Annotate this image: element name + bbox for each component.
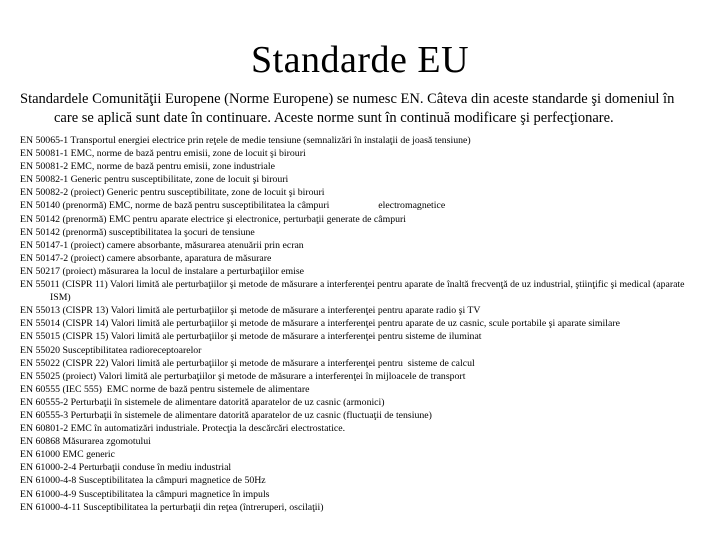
standard-item: EN 61000-2-4 Perturbaţii conduse în mediu industrial: [20, 462, 232, 474]
standard-item: EN 50147-1 (proiect) camere absorbante, măsurarea atenuării prin ecran: [20, 239, 304, 251]
standard-item: EN 50142 (prenormă) susceptibilitatea la şocuri de tensiune: [20, 226, 255, 238]
standard-item: EN 50065-1 Transportul energiei electrice prin reţele de medie tensiune (semnalizări în instalaţii de joasă tensiune): [20, 135, 471, 146]
standard-item: EN 55020 Susceptibilitatea radioreceptoarelor: [20, 344, 202, 356]
standard-item: EN 55022 (CISPR 22) Valori limită ale perturbaţiilor şi metode de măsurare a interferenţei pentru sisteme de calcul: [20, 357, 475, 369]
slide-title: Standarde EU: [250, 39, 470, 81]
standard-item: EN 55011 (CISPR 11) Valori limită ale perturbaţiilor şi metode de măsurare a interferenţei pentru aparate de înaltă frecvenţă de uz industrial, ştiinţific şi medical (aparate ISM): [20, 279, 687, 304]
standard-item: EN 50147-2 (proiect) camere absorbante, aparatura de măsurare: [20, 252, 272, 264]
standard-item: EN 60555 (IEC 555) EMC norme de bază pentru sistemele de alimentare: [20, 383, 310, 395]
standard-item: EN 61000-4-9 Susceptibilitatea la câmpuri magnetice în impuls: [20, 488, 270, 500]
standard-item: EN 50081-2 EMC, norme de bază pentru emisii, zone industriale: [20, 161, 275, 173]
standard-item: EN 61000-4-8 Susceptibilitatea la câmpuri magnetice de 50Hz: [20, 475, 266, 487]
standard-item: EN 60868 Măsurarea zgomotului: [20, 436, 151, 448]
standard-item: EN 55013 (CISPR 13) Valori limită ale perturbaţiilor şi metode de măsurare a interferenţei pentru aparate radio şi TV: [20, 305, 481, 317]
standard-item: EN 50082-1 Generic pentru susceptibilitate, zone de locuit şi birouri: [20, 174, 289, 186]
standard-item: EN 60801-2 EMC în automatizări industriale. Protecţia la descărcări electrostatice.: [20, 423, 346, 435]
standard-item: EN 60555-3 Perturbaţii în sistemele de alimentare datorită aparatelor de uz casnic (fluctuaţii de tensiune): [20, 409, 432, 421]
standard-item: EN 50142 (prenormă) EMC pentru aparate electrice şi electronice, perturbaţii generate de câmpuri: [20, 213, 406, 225]
standard-item: EN 61000 EMC generic: [20, 449, 115, 461]
standard-item: EN 50140 (prenormă) EMC, norme de bază pentru susceptibilitatea la câmpuri electromagnetice: [20, 200, 446, 212]
intro-paragraph: Standardele Comunităţii Europene (Norme Europene) se numesc EN. Câteva din aceste standarde şi domeniul în care se aplică sunt date în continuare. Aceste norme sunt în continuă modificare şi perfecţionare.: [20, 91, 675, 126]
standard-item: EN 55025 (proiect) Valori limită ale perturbaţiilor şi metode de măsurare a interferenţei în mijloacele de transport: [20, 370, 466, 382]
standard-item: EN 55014 (CISPR 14) Valori limită ale perturbaţiilor şi metode de măsurare a interferenţei pentru aparate de uz casnic, scule portabile şi aparate similare: [20, 318, 620, 330]
standard-item: EN 50082-2 (proiect) Generic pentru susceptibilitate, zone de locuit şi birouri: [20, 187, 325, 199]
standard-item: EN 61000-4-11 Susceptibilitatea la perturbaţii din reţea (întreruperi, oscilaţii): [20, 501, 324, 513]
standards-list: [20, 134, 700, 514]
standard-item: EN 55015 (CISPR 15) Valori limită ale perturbaţiilor şi metode de măsurare a interferenţei pentru sisteme de iluminat: [20, 331, 482, 343]
standard-item: EN 50081-1 EMC, norme de bază pentru emisii, zone de locuit şi birouri: [20, 148, 306, 160]
standard-item: EN 50217 (proiect) măsurarea la locul de instalare a perturbaţiilor emise: [20, 265, 304, 277]
standard-item: EN 60555-2 Perturbaţii în sistemele de alimentare datorită aparatelor de uz casnic (armonici): [20, 396, 385, 408]
